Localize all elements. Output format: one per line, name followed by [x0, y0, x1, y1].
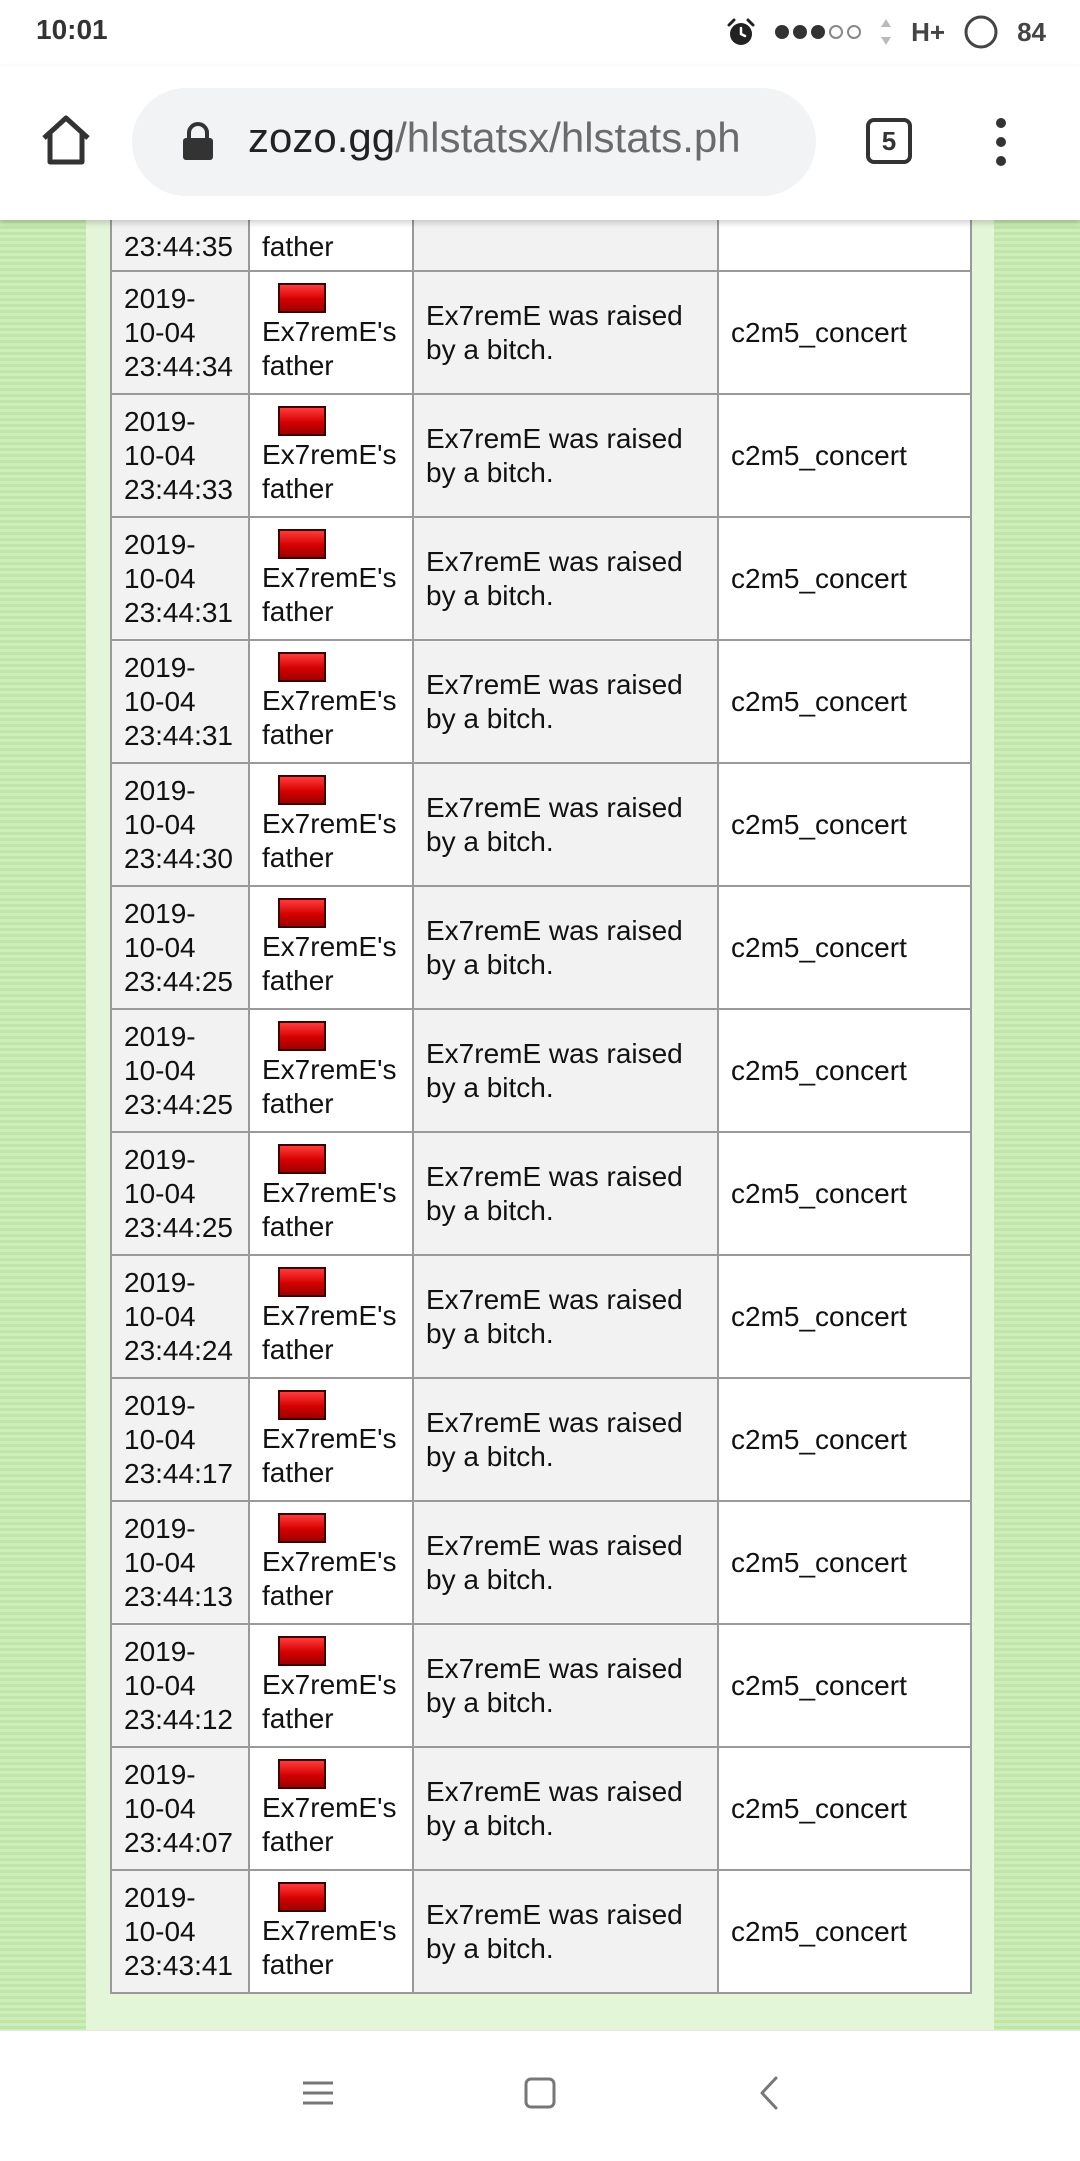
red-flag-icon — [278, 283, 326, 313]
table-row — [111, 1378, 971, 1501]
cell-message — [413, 1132, 718, 1255]
cell-date-day: 10-04 — [124, 685, 196, 717]
cell-date-day: 10-04 — [124, 1792, 196, 1824]
message-text: Ex7remE was raised by a bitch. — [426, 1529, 683, 1595]
cell-player — [249, 763, 413, 886]
player-link[interactable] — [262, 562, 397, 627]
player-name-suffix: father — [262, 349, 334, 381]
red-flag-icon — [278, 529, 326, 559]
home-button[interactable] — [36, 110, 96, 170]
player-name-suffix: father — [262, 1948, 334, 1980]
map-link[interactable]: c2m5_concert — [731, 1792, 907, 1824]
address-bar[interactable] — [132, 88, 816, 196]
cell-player — [249, 1009, 413, 1132]
player-name: Ex7remE's — [262, 561, 397, 593]
cell-player — [249, 1378, 413, 1501]
player-name-suffix: father — [262, 718, 334, 750]
cell-map — [718, 1870, 971, 1993]
message-text: Ex7remE was raised by a bitch. — [426, 1037, 683, 1103]
player-link[interactable] — [262, 1423, 397, 1488]
cell-time: 23:44:12 — [124, 1703, 233, 1735]
player-link[interactable] — [262, 439, 397, 504]
table-row — [111, 640, 971, 763]
cell-player — [249, 1501, 413, 1624]
cell-date-day: 10-04 — [124, 439, 196, 471]
cell-date-day: 10-04 — [124, 1669, 196, 1701]
player-link[interactable] — [262, 685, 397, 750]
player-name-suffix: father — [262, 1333, 334, 1365]
cell-map — [718, 1501, 971, 1624]
player-name-suffix: father — [262, 595, 334, 627]
player-name: Ex7remE's — [262, 930, 397, 962]
player-name-suffix: father — [262, 472, 334, 504]
cell-time: 23:44:33 — [124, 473, 233, 505]
cell-datetime — [111, 1501, 249, 1624]
player-link[interactable] — [262, 931, 397, 996]
cell-map — [718, 763, 971, 886]
cell-map — [718, 1009, 971, 1132]
map-link[interactable]: c2m5_concert — [731, 931, 907, 963]
player-name: Ex7remE's — [262, 1914, 397, 1946]
cell-map — [718, 1624, 971, 1747]
player-name: Ex7remE's — [262, 1791, 397, 1823]
cell-date-day: 10-04 — [124, 562, 196, 594]
cell-player — [249, 271, 413, 394]
cell-date: 2019- — [124, 651, 196, 683]
message-text: Ex7remE was raised by a bitch. — [426, 1898, 683, 1964]
cell-date: 2019- — [124, 1635, 196, 1667]
message-text: Ex7remE was raised by a bitch. — [426, 1775, 683, 1841]
table-row — [111, 886, 971, 1009]
cell-map — [718, 517, 971, 640]
player-name: Ex7remE's — [262, 1668, 397, 1700]
player-name-suffix: father — [262, 841, 334, 873]
cell-date-day: 10-04 — [124, 1300, 196, 1332]
cell-datetime — [111, 1255, 249, 1378]
player-link[interactable] — [262, 808, 397, 873]
cell-message — [413, 1009, 718, 1132]
cell-date: 2019- — [124, 1143, 196, 1175]
cell-message — [413, 1501, 718, 1624]
message-text: Ex7remE was raised by a bitch. — [426, 299, 683, 365]
tab-switcher-button[interactable] — [866, 118, 912, 164]
player-link[interactable] — [262, 1177, 397, 1242]
cell-time: 23:43:41 — [124, 1949, 233, 1981]
table-row — [111, 271, 971, 394]
menu-icon[interactable] — [300, 2075, 336, 2111]
battery-level: 84 — [1017, 16, 1046, 47]
red-flag-icon — [278, 1021, 326, 1051]
cell-time: 23:44:25 — [124, 1088, 233, 1120]
data-transfer-icon — [879, 17, 893, 47]
player-link[interactable]: father — [262, 231, 334, 262]
player-name: Ex7remE's — [262, 1545, 397, 1577]
cell-date: 2019- — [124, 1389, 196, 1421]
events-table-container — [110, 172, 970, 1994]
cell-player — [249, 1870, 413, 1993]
player-name: Ex7remE's — [262, 1176, 397, 1208]
system-nav-bar — [0, 2030, 1080, 2161]
red-flag-icon — [278, 1267, 326, 1297]
alarm-icon — [725, 16, 757, 48]
cell-player — [249, 640, 413, 763]
map-link[interactable]: c2m5_concert — [731, 562, 907, 594]
cell-date: 2019- — [124, 282, 196, 314]
message-text: Ex7remE was raised by a bitch. — [426, 1283, 683, 1349]
cell-time: 23:44:30 — [124, 842, 233, 874]
cell-time: 23:44:07 — [124, 1826, 233, 1858]
cell-datetime — [111, 1624, 249, 1747]
url-path: /hlstatsx/hlstats.ph — [395, 114, 741, 161]
cell-datetime — [111, 394, 249, 517]
message-text: Ex7remE was raised by a bitch. — [426, 791, 683, 857]
player-name: Ex7remE's — [262, 1299, 397, 1331]
cell-map — [718, 886, 971, 1009]
status-bar — [0, 0, 1080, 66]
url-host: zozo.gg — [248, 114, 396, 161]
cell-date-day: 10-04 — [124, 316, 196, 348]
cell-map — [718, 640, 971, 763]
table-row — [111, 1624, 971, 1747]
player-name: Ex7remE's — [262, 438, 397, 470]
cell-player — [249, 1255, 413, 1378]
player-name-suffix: father — [262, 1579, 334, 1611]
cell-map — [718, 1132, 971, 1255]
web-page[interactable] — [0, 220, 1080, 2030]
tab-count: 5 — [881, 125, 897, 156]
table-row — [111, 1009, 971, 1132]
cell-datetime — [111, 1378, 249, 1501]
cell-time: 23:44:34 — [124, 350, 233, 382]
cell-player — [249, 394, 413, 517]
status-indicators — [725, 12, 1046, 52]
cell-map — [718, 394, 971, 517]
cell-time: 23:44:25 — [124, 1211, 233, 1243]
cell-datetime — [111, 271, 249, 394]
cell-map — [718, 1378, 971, 1501]
cell-date-day: 10-04 — [124, 1177, 196, 1209]
cell-map — [718, 1255, 971, 1378]
cell-message — [413, 394, 718, 517]
table-row — [111, 394, 971, 517]
table-row — [111, 1501, 971, 1624]
red-flag-icon — [278, 1759, 326, 1789]
player-name-suffix: father — [262, 964, 334, 996]
back-icon[interactable] — [752, 2075, 788, 2111]
message-text: Ex7remE was raised by a bitch. — [426, 668, 683, 734]
red-flag-icon — [278, 775, 326, 805]
cell-date-day: 10-04 — [124, 1546, 196, 1578]
cell-time: 23:44:17 — [124, 1457, 233, 1489]
cell-datetime — [111, 886, 249, 1009]
message-text: Ex7remE was raised by a bitch. — [426, 422, 683, 488]
cell-time: 23:44:25 — [124, 965, 233, 997]
player-name-suffix: father — [262, 1210, 334, 1242]
cell-date: 2019- — [124, 897, 196, 929]
cell-map — [718, 1747, 971, 1870]
player-name: Ex7remE's — [262, 807, 397, 839]
map-link[interactable]: c2m5_concert — [731, 1546, 907, 1578]
message-text: Ex7remE was raised by a bitch. — [426, 1652, 683, 1718]
cell-date: 2019- — [124, 1020, 196, 1052]
cell-time: 23:44:31 — [124, 719, 233, 751]
red-flag-icon — [278, 406, 326, 436]
cell-date-day: 10-04 — [124, 1054, 196, 1086]
player-link[interactable] — [262, 1054, 397, 1119]
red-flag-icon — [278, 1513, 326, 1543]
cell-datetime — [111, 640, 249, 763]
home-icon — [36, 110, 96, 170]
cell-date: 2019- — [124, 1266, 196, 1298]
table-row — [111, 1255, 971, 1378]
signal-strength-icon — [775, 25, 861, 39]
cell-player — [249, 886, 413, 1009]
table-row — [111, 1132, 971, 1255]
cell-date: 2019- — [124, 1881, 196, 1913]
cell-message — [413, 1870, 718, 1993]
lock-icon — [180, 122, 216, 162]
red-flag-icon — [278, 652, 326, 682]
cell-datetime — [111, 1870, 249, 1993]
message-text: Ex7remE was raised by a bitch. — [426, 1160, 683, 1226]
message-text: Ex7remE was raised by a bitch. — [426, 1406, 683, 1472]
table-row — [111, 763, 971, 886]
player-name-suffix: father — [262, 1456, 334, 1488]
cell-player — [249, 517, 413, 640]
player-name-suffix: father — [262, 1825, 334, 1857]
red-flag-icon — [278, 1636, 326, 1666]
table-row — [111, 1870, 971, 1993]
cell-message — [413, 1747, 718, 1870]
cell-date: 2019- — [124, 528, 196, 560]
more-vert-icon[interactable] — [986, 118, 1016, 168]
cell-date-day: 10-04 — [124, 1915, 196, 1947]
cell-datetime — [111, 1747, 249, 1870]
map-link[interactable]: c2m5_concert — [731, 1915, 907, 1947]
player-link[interactable] — [262, 316, 397, 381]
cell-date-day: 10-04 — [124, 1423, 196, 1455]
cell-message — [413, 1255, 718, 1378]
cell-datetime — [111, 763, 249, 886]
player-name: Ex7remE's — [262, 684, 397, 716]
cell-datetime — [111, 1009, 249, 1132]
map-link[interactable]: c2m5_concert — [731, 1177, 907, 1209]
red-flag-icon — [278, 1390, 326, 1420]
player-link[interactable] — [262, 1915, 397, 1980]
cell-date: 2019- — [124, 405, 196, 437]
map-link[interactable]: c2m5_concert — [731, 1423, 907, 1455]
cell-date-day: 10-04 — [124, 931, 196, 963]
cell-player — [249, 1624, 413, 1747]
cell-datetime — [111, 1132, 249, 1255]
red-flag-icon — [278, 1144, 326, 1174]
message-text: Ex7remE was raised by a bitch. — [426, 914, 683, 980]
map-link[interactable]: c2m5_concert — [731, 685, 907, 717]
map-link[interactable]: c2m5_concert — [731, 1669, 907, 1701]
player-name: Ex7remE's — [262, 315, 397, 347]
cell-map — [718, 271, 971, 394]
cell-player — [249, 1747, 413, 1870]
cell-message — [413, 886, 718, 1009]
map-link[interactable]: c2m5_concert — [731, 439, 907, 471]
cell-message — [413, 640, 718, 763]
cell-time: 23:44:35 — [124, 231, 233, 262]
player-link[interactable] — [262, 1300, 397, 1365]
cell-date: 2019- — [124, 1512, 196, 1544]
cell-time: 23:44:24 — [124, 1334, 233, 1366]
cell-message — [413, 271, 718, 394]
cell-time: 23:44:13 — [124, 1580, 233, 1612]
map-link[interactable]: c2m5_concert — [731, 808, 907, 840]
cell-date-day: 10-04 — [124, 808, 196, 840]
red-flag-icon — [278, 1882, 326, 1912]
map-link[interactable]: c2m5_concert — [731, 316, 907, 348]
player-name: Ex7remE's — [262, 1053, 397, 1085]
player-name: Ex7remE's — [262, 1422, 397, 1454]
message-text: Ex7remE was raised by a bitch. — [426, 545, 683, 611]
table-row — [111, 1747, 971, 1870]
player-name-suffix: father — [262, 1702, 334, 1734]
home-square-icon[interactable] — [522, 2075, 558, 2111]
player-link[interactable] — [262, 1669, 397, 1734]
events-table — [110, 172, 972, 1994]
cell-time: 23:44:31 — [124, 596, 233, 628]
battery-ring-icon — [963, 14, 999, 50]
status-time: 10:01 — [36, 14, 108, 45]
player-link[interactable] — [262, 1546, 397, 1611]
cell-date: 2019- — [124, 1758, 196, 1790]
url-text[interactable] — [248, 114, 741, 162]
red-flag-icon — [278, 898, 326, 928]
cell-message — [413, 1378, 718, 1501]
player-name-suffix: father — [262, 1087, 334, 1119]
map-link[interactable]: c2m5_concert — [731, 1300, 907, 1332]
cell-message — [413, 1624, 718, 1747]
browser-toolbar — [0, 66, 1080, 220]
cell-message — [413, 517, 718, 640]
cell-message — [413, 763, 718, 886]
network-type: H+ — [911, 16, 946, 47]
table-row — [111, 517, 971, 640]
map-link[interactable]: c2m5_concert — [731, 1054, 907, 1086]
cell-date: 2019- — [124, 774, 196, 806]
cell-player — [249, 1132, 413, 1255]
player-link[interactable] — [262, 1792, 397, 1857]
cell-datetime — [111, 517, 249, 640]
